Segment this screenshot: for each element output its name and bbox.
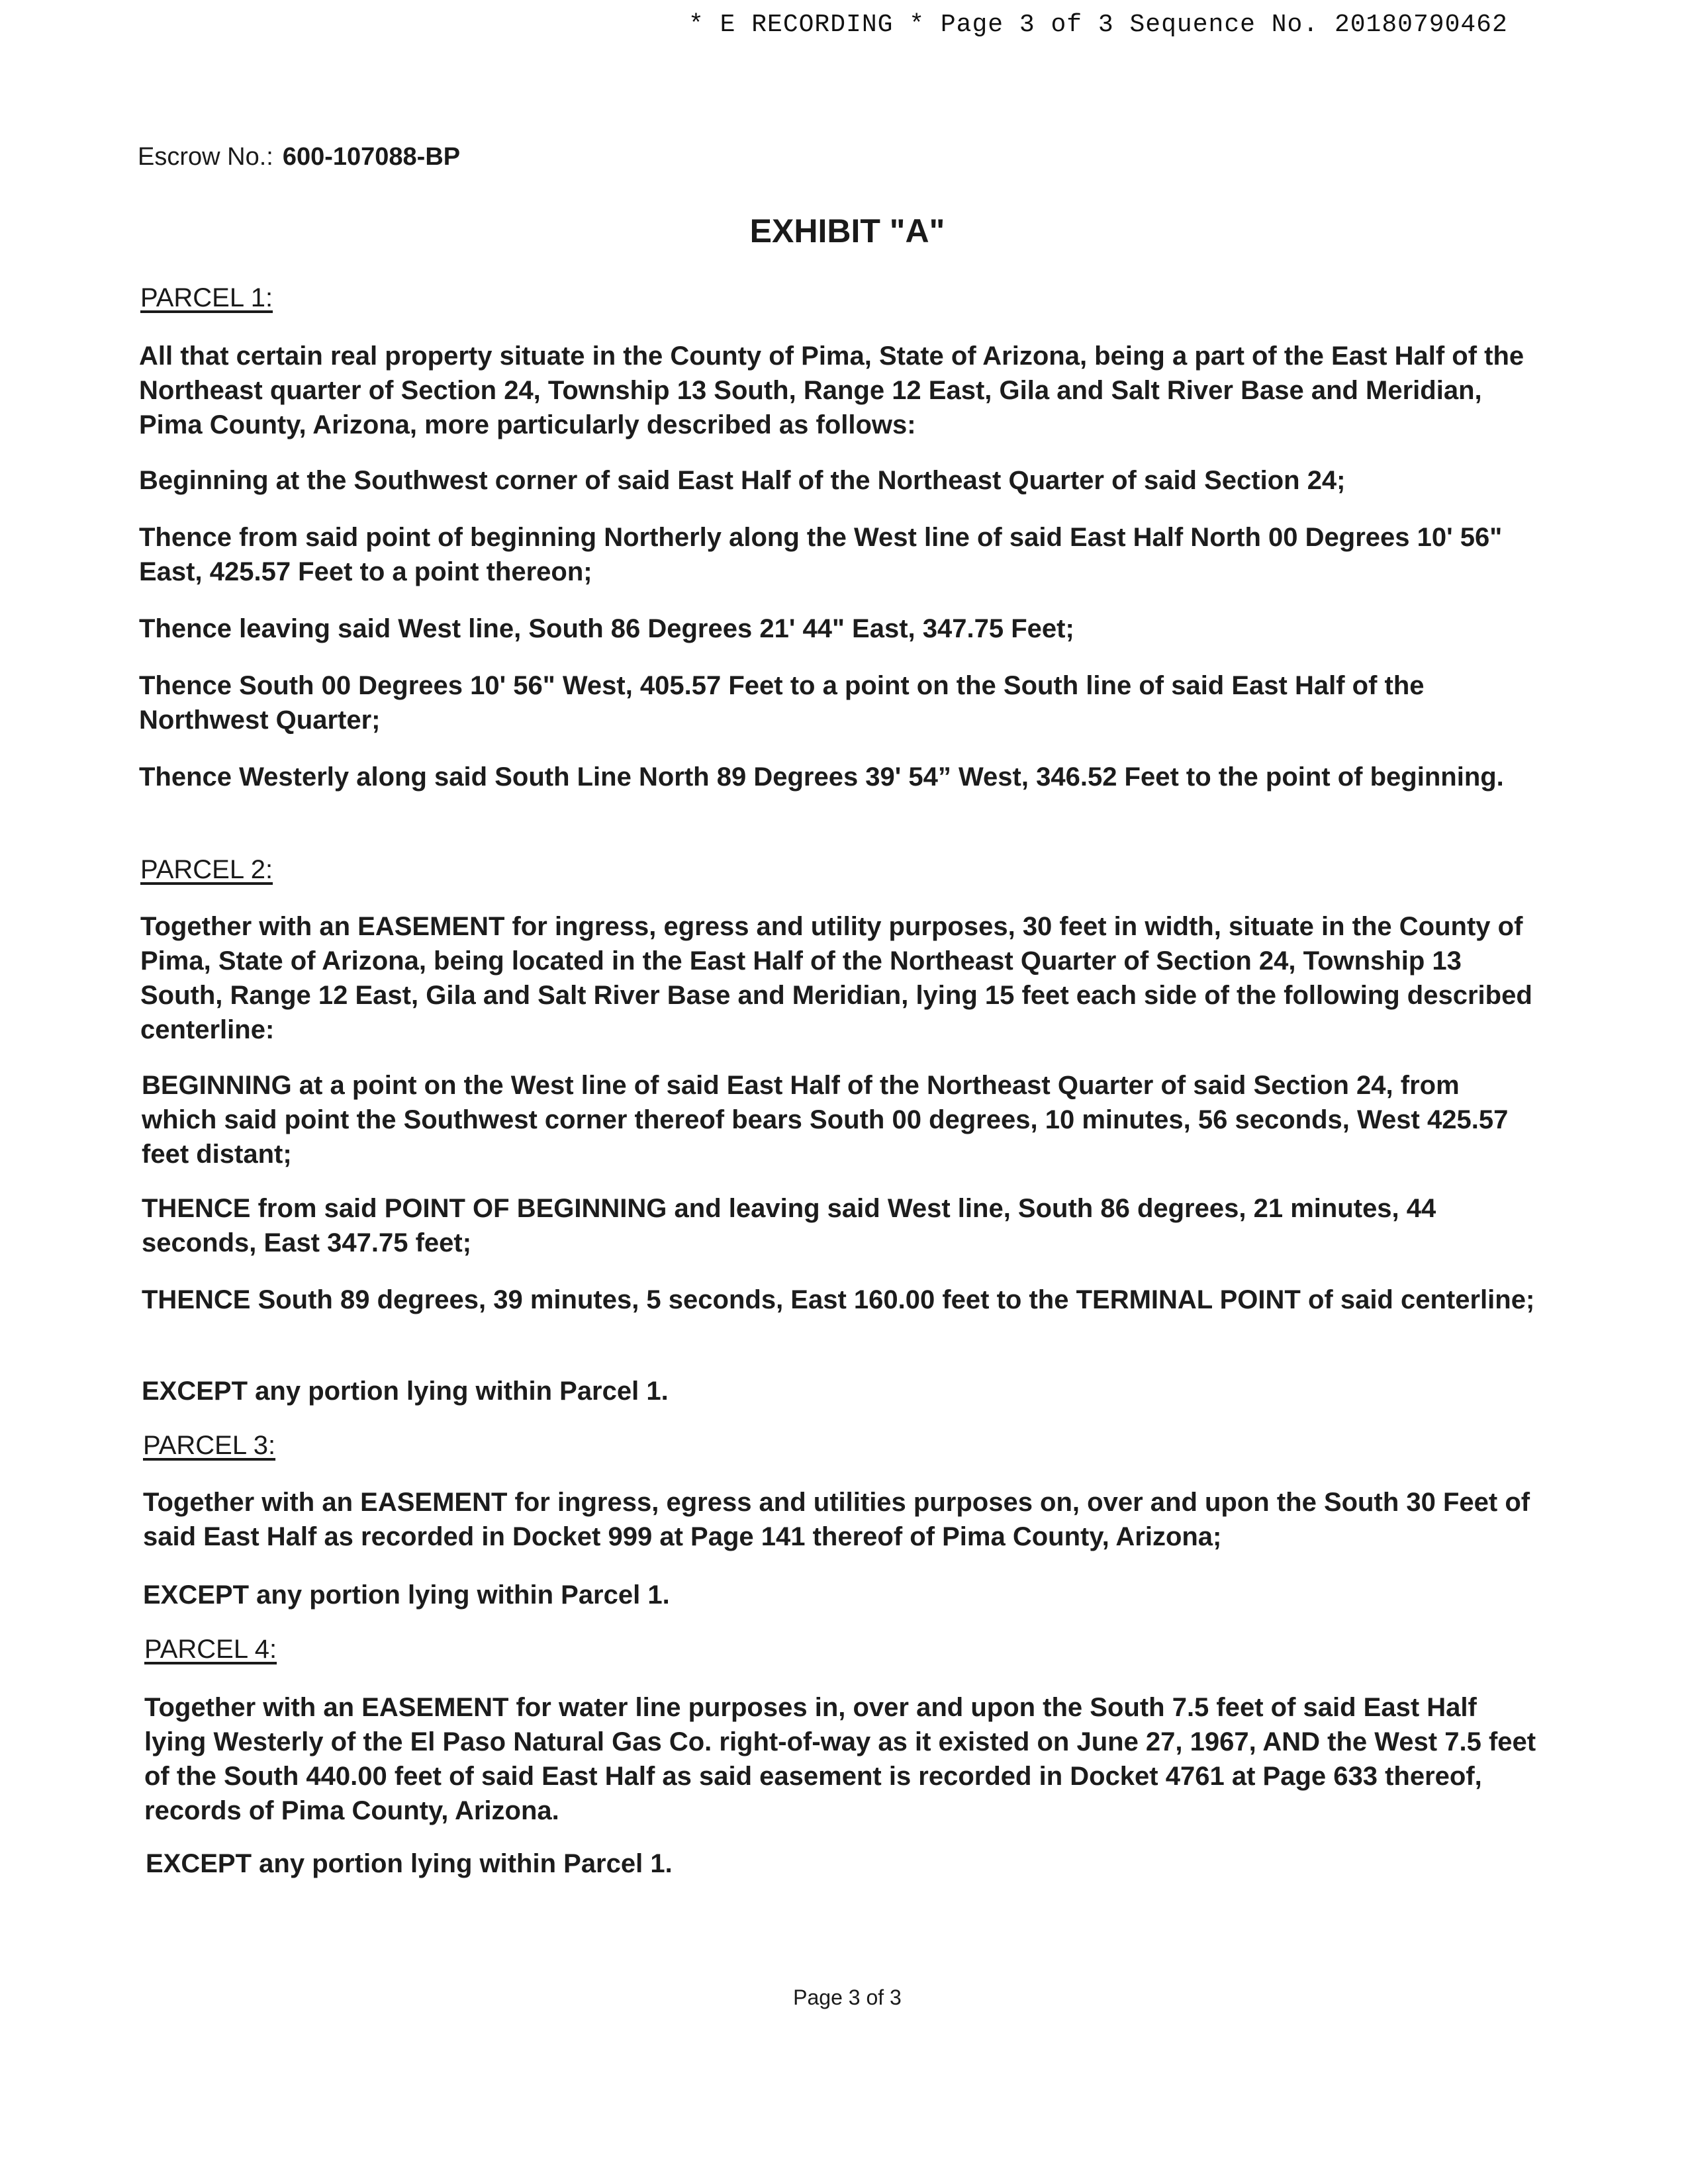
parcel-1-course-2: Thence leaving said West line, South 86 Degrees 21' 44" East, 347.75 Feet; (139, 614, 1074, 643)
parcel-3-heading: PARCEL 3: (143, 1431, 276, 1460)
parcel-4-heading: PARCEL 4: (144, 1635, 277, 1664)
exhibit-title: EXHIBIT "A" (749, 212, 945, 250)
parcel-2-beginning: BEGINNING at a point on the West line of said East Half of the Northeast Quarter of said Section 24, from which said point the Southwest corner thereof bears South 00 degrees, 10 minutes, 56 seconds, West 425.57 feet distant; (142, 1071, 1509, 1169)
parcel-1-beginning: Beginning at the Southwest corner of said East Half of the Northeast Quarter of said Section 24; (139, 466, 1346, 495)
parcel-2-course-1: THENCE from said POINT OF BEGINNING and leaving said West line, South 86 degrees, 21 minutes, 44 seconds, East 347.75 feet; (142, 1194, 1436, 1257)
parcel-2-intro: Together with an EASEMENT for ingress, egress and utility purposes, 30 feet in width, situate in the County of Pima, State of Arizona, being located in the East Half of the Northeast Quarter of Section 24, Township 13 South, Range 12 East, Gila and Salt River Base and Meridian, lying 15 feet each side of the following described centerline: (140, 912, 1532, 1044)
recording-header: * E RECORDING * Page 3 of 3 Sequence No. 20180790462 (688, 11, 1508, 39)
parcel-2-course-2: THENCE South 89 degrees, 39 minutes, 5 seconds, East 160.00 feet to the TERMINAL POINT of said centerline; (142, 1285, 1535, 1314)
parcel-4-except: EXCEPT any portion lying within Parcel 1. (146, 1849, 673, 1878)
parcel-2-except: EXCEPT any portion lying within Parcel 1. (142, 1377, 669, 1406)
escrow-number: 600-107088-BP (282, 143, 461, 171)
parcel-1-intro: All that certain real property situate in the County of Pima, State of Arizona, being a part of the East Half of the Northeast quarter of Section 24, Township 13 South, Range 12 East, Gila and Salt River Base and Meridian, Pima County, Arizona, more particularly described as follows: (139, 341, 1524, 439)
parcel-4-intro: Together with an EASEMENT for water line purposes in, over and upon the South 7.5 feet of said East Half lying Westerly of the El Paso Natural Gas Co. right-of-way as it existed on June 27, 1967, AND the West 7.5 feet of the South 440.00 feet of said East Half as said easement is recorded in Docket 4761 at Page 633 thereof, records of Pima County, Arizona. (144, 1693, 1536, 1825)
escrow-label: Escrow No.: (138, 143, 273, 171)
parcel-1-heading: PARCEL 1: (140, 283, 273, 312)
parcel-1-course-1: Thence from said point of beginning Northerly along the West line of said East Half North 00 Degrees 10' 56" East, 425.57 Feet to a point thereon; (139, 523, 1503, 586)
escrow-line (138, 143, 460, 171)
parcel-3-except: EXCEPT any portion lying within Parcel 1. (143, 1580, 670, 1610)
parcel-1-course-4: Thence Westerly along said South Line North 89 Degrees 39' 54” West, 346.52 Feet to the point of beginning. (139, 762, 1504, 792)
parcel-1-course-3: Thence South 00 Degrees 10' 56" West, 405.57 Feet to a point on the South line of said East Half of the Northwest Quarter; (139, 671, 1425, 735)
parcel-2-heading: PARCEL 2: (140, 855, 273, 884)
parcel-3-intro: Together with an EASEMENT for ingress, egress and utilities purposes on, over and upon the South 30 Feet of said East Half as recorded in Docket 999 at Page 141 thereof of Pima County, Arizona; (143, 1488, 1530, 1551)
page-footer: Page 3 of 3 (793, 1985, 902, 2009)
